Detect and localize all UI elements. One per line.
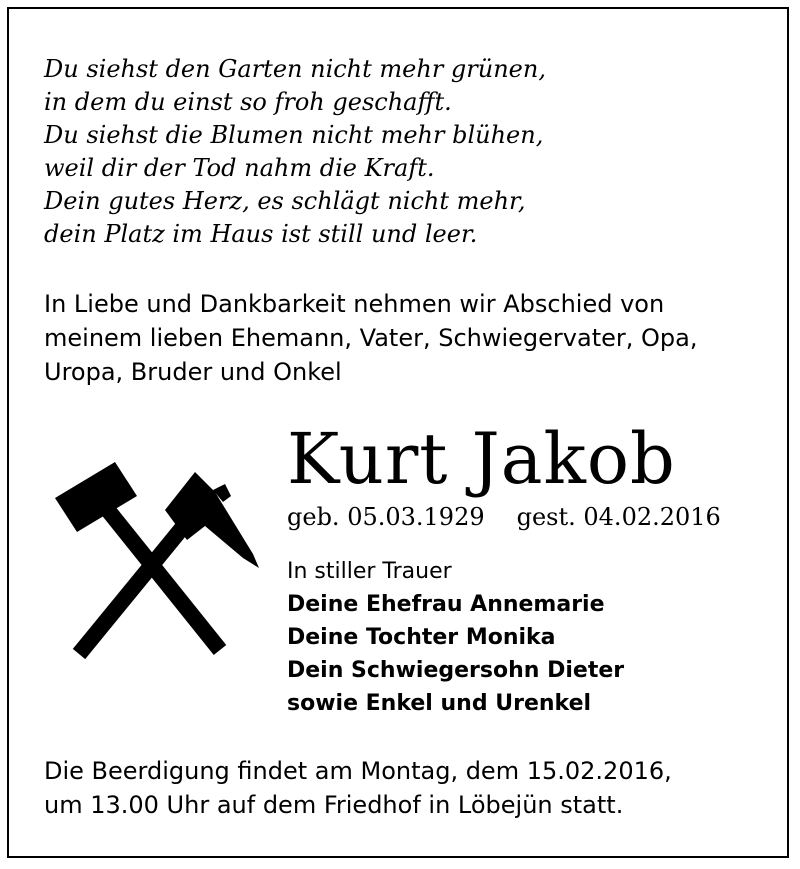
life-dates bbox=[287, 502, 721, 532]
poem-line: Du siehst die Blumen nicht mehr blühen, bbox=[44, 121, 544, 149]
hammer-and-pick-icon bbox=[55, 462, 270, 672]
funeral-notice bbox=[44, 754, 672, 822]
mourners-heading: In stiller Trauer bbox=[287, 559, 452, 584]
mourner-name: Deine Tochter Monika bbox=[287, 625, 556, 650]
mourners bbox=[287, 555, 624, 720]
poem-line: Du siehst den Garten nicht mehr grünen, bbox=[44, 55, 546, 83]
death-date: gest. 04.02.2016 bbox=[516, 503, 721, 531]
poem-line: Dein gutes Herz, es schlägt nicht mehr, bbox=[44, 187, 526, 215]
mourner-name: Deine Ehefrau Annemarie bbox=[287, 592, 605, 617]
poem-line: weil dir der Tod nahm die Kraft. bbox=[44, 154, 435, 182]
farewell-intro bbox=[44, 287, 697, 389]
poem-line: dein Platz im Haus ist still und leer. bbox=[44, 220, 478, 248]
funeral-line: um 13.00 Uhr auf dem Friedhof in Löbejün statt. bbox=[44, 791, 624, 819]
poem bbox=[44, 53, 546, 251]
mourner-name: sowie Enkel und Urenkel bbox=[287, 691, 592, 716]
mourner-name: Dein Schwiegersohn Dieter bbox=[287, 658, 625, 683]
birth-date: geb. 05.03.1929 bbox=[287, 503, 485, 531]
intro-line: In Liebe und Dankbarkeit nehmen wir Abschied von bbox=[44, 290, 665, 318]
intro-line: Uropa, Bruder und Onkel bbox=[44, 358, 342, 386]
intro-line: meinem lieben Ehemann, Vater, Schwiegervater, Opa, bbox=[44, 324, 698, 352]
funeral-line: Die Beerdigung findet am Montag, dem 15.02.2016, bbox=[44, 757, 672, 785]
poem-line: in dem du einst so froh geschafft. bbox=[44, 88, 452, 116]
pick-head bbox=[165, 472, 259, 568]
deceased-name: Kurt Jakob bbox=[287, 418, 676, 500]
